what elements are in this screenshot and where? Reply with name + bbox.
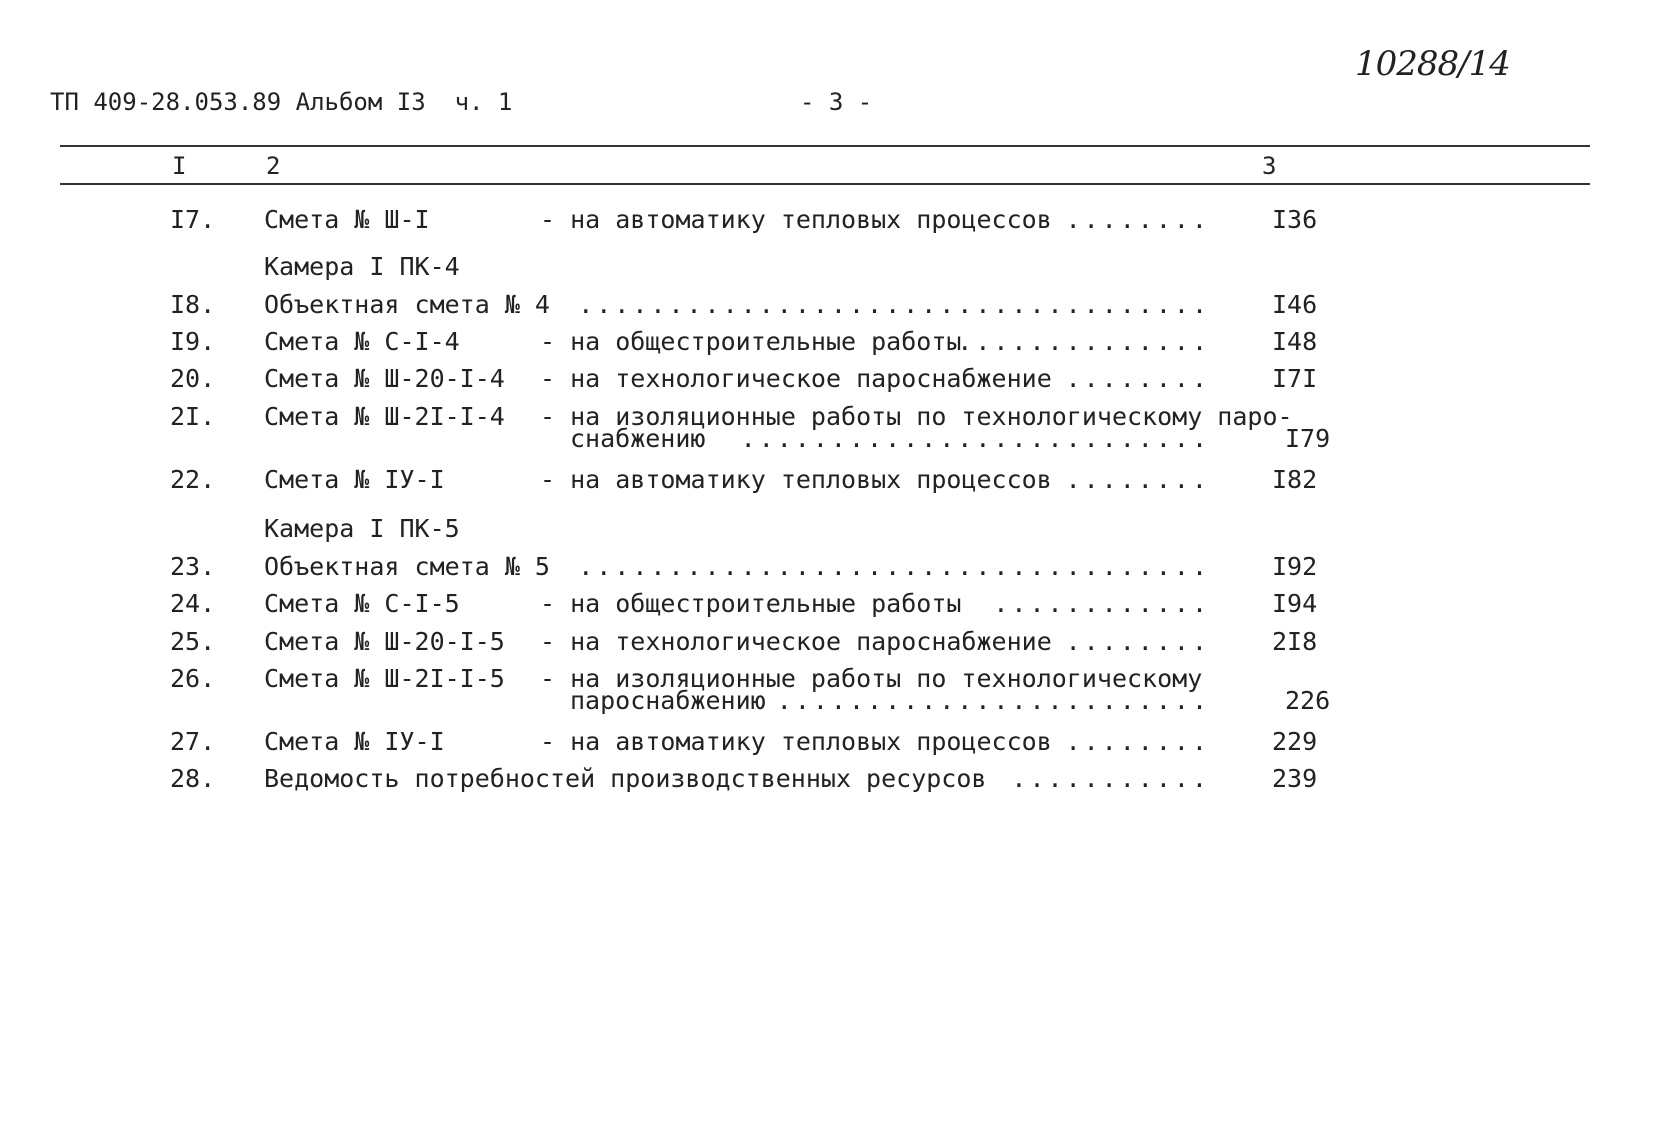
row-number: 26. bbox=[170, 664, 216, 693]
row-number: 25. bbox=[170, 627, 216, 656]
row-title: Смета № Ш-2I-I-5 bbox=[264, 664, 505, 693]
row-description: - на изоляционные работы по технологическому bbox=[540, 664, 1203, 693]
handwritten-number: 10288/14 bbox=[1355, 44, 1510, 84]
row-description: - на автоматику тепловых процессов bbox=[540, 727, 1052, 756]
document-reference: ТП 409-28.053.89 Альбом I3 ч. 1 bbox=[50, 88, 513, 116]
row-description: - на технологическое пароснабжение bbox=[540, 627, 1052, 656]
page-number: 2I8 bbox=[1272, 627, 1318, 656]
page-number: 226 bbox=[1285, 686, 1331, 715]
page-marker: - 3 - bbox=[800, 88, 873, 116]
page-number: 229 bbox=[1272, 727, 1318, 756]
page-number: I94 bbox=[1272, 589, 1318, 618]
dot-leader: ................................... bbox=[578, 290, 1210, 319]
row-description: - на изоляционные работы по технологическому паро- bbox=[540, 402, 1293, 431]
dot-leader: ........... bbox=[1011, 764, 1210, 793]
section-title: Камера I ПК-5 bbox=[264, 514, 460, 543]
row-description: - на общестроительные работы bbox=[540, 327, 962, 356]
dot-leader: ........ bbox=[1065, 205, 1210, 234]
dot-leader: ........ bbox=[1065, 727, 1210, 756]
dot-leader: ........ bbox=[1065, 627, 1210, 656]
row-number: 22. bbox=[170, 465, 216, 494]
row-description-continuation: снабжению bbox=[570, 424, 706, 453]
row-number: 2I. bbox=[170, 402, 216, 431]
dot-leader: .......................... bbox=[740, 424, 1210, 453]
page-number: I48 bbox=[1272, 327, 1318, 356]
dot-leader: ................................... bbox=[578, 552, 1210, 581]
table-row bbox=[0, 664, 1662, 724]
table-row bbox=[0, 764, 1662, 824]
row-number: I8. bbox=[170, 290, 216, 319]
row-description: - на общестроительные работы bbox=[540, 589, 962, 618]
row-number: 27. bbox=[170, 727, 216, 756]
row-description: - на автоматику тепловых процессов bbox=[540, 465, 1052, 494]
page-number: I36 bbox=[1272, 205, 1318, 234]
page-number: I92 bbox=[1272, 552, 1318, 581]
dot-leader: ............ bbox=[993, 589, 1210, 618]
dot-leader: ........ bbox=[1065, 364, 1210, 393]
row-description: - на технологическое пароснабжение bbox=[540, 364, 1052, 393]
column-header-2: 2 bbox=[266, 152, 281, 180]
row-number: 23. bbox=[170, 552, 216, 581]
table-row bbox=[0, 402, 1662, 462]
page-number: 239 bbox=[1272, 764, 1318, 793]
row-title: Объектная смета № 4 bbox=[264, 290, 550, 319]
row-title: Смета № IУ-I bbox=[264, 727, 445, 756]
page-number: I7I bbox=[1272, 364, 1318, 393]
row-title: Смета № Ш-2I-I-4 bbox=[264, 402, 505, 431]
row-title: Смета № С-I-5 bbox=[264, 589, 460, 618]
header-rule-bottom bbox=[60, 183, 1590, 185]
row-number: 20. bbox=[170, 364, 216, 393]
row-title: Ведомость потребностей производственных ресурсов bbox=[264, 764, 987, 793]
row-number: 24. bbox=[170, 589, 216, 618]
dot-leader: ........ bbox=[1065, 465, 1210, 494]
row-title: Смета № Ш-20-I-5 bbox=[264, 627, 505, 656]
row-title: Смета № IУ-I bbox=[264, 465, 445, 494]
row-number: I7. bbox=[170, 205, 216, 234]
dot-leader: ........................ bbox=[776, 686, 1210, 715]
page-number: I79 bbox=[1285, 424, 1331, 453]
row-title: Смета № Ш-I bbox=[264, 205, 430, 234]
header-rule-top bbox=[60, 145, 1590, 147]
dot-leader: .............. bbox=[957, 327, 1210, 356]
row-title: Смета № Ш-20-I-4 bbox=[264, 364, 505, 393]
section-title: Камера I ПК-4 bbox=[264, 252, 460, 281]
column-header-3: 3 bbox=[1262, 152, 1277, 180]
row-title: Объектная смета № 5 bbox=[264, 552, 550, 581]
column-header-1: I bbox=[172, 152, 187, 180]
row-title: Смета № С-I-4 bbox=[264, 327, 460, 356]
row-number: I9. bbox=[170, 327, 216, 356]
row-description: - на автоматику тепловых процессов bbox=[540, 205, 1052, 234]
page-number: I82 bbox=[1272, 465, 1318, 494]
row-description-continuation: пароснабжению bbox=[570, 686, 766, 715]
page-number: I46 bbox=[1272, 290, 1318, 319]
row-number: 28. bbox=[170, 764, 216, 793]
